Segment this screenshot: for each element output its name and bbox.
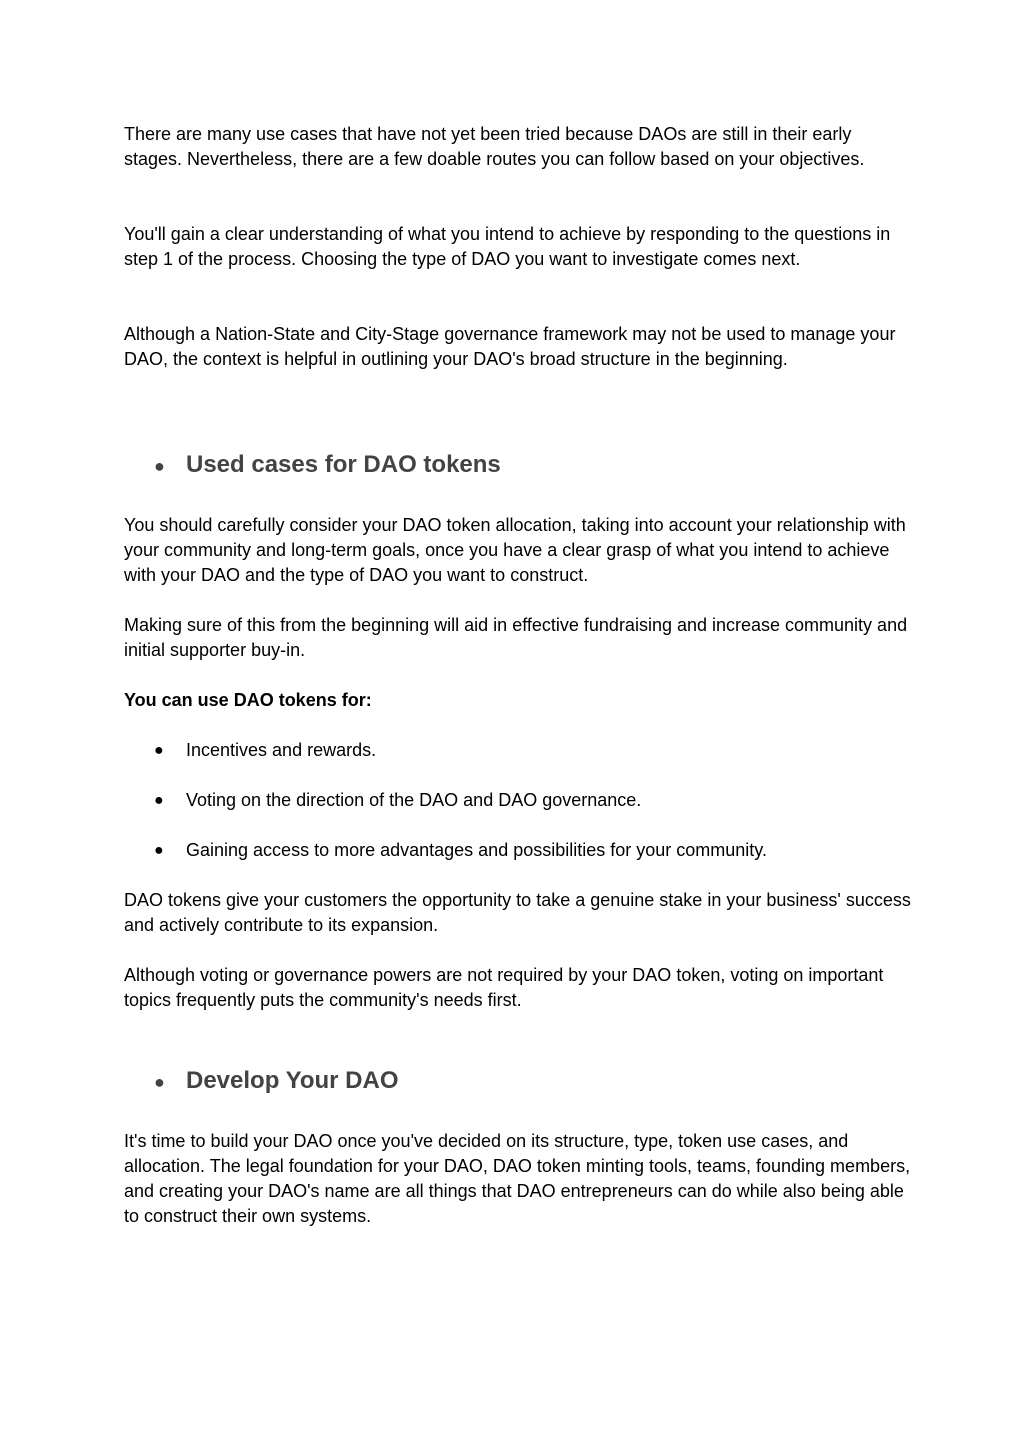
section2-paragraph-1: It's time to build your DAO once you've decided on its structure, type, token use cases, and allocation. The legal foundation for your DAO, DAO token minting tools, teams, founding members, and creating your DAO's name are all things that DAO entrepreneurs can do while also being able to construct their own systems.	[124, 1131, 911, 1226]
section1-paragraph-4: Although voting or governance powers are not required by your DAO token, voting on important topics frequently puts the community's needs first.	[124, 965, 884, 1010]
intro-paragraph-1: There are many use cases that have not yet been tried because DAOs are still in their early stages. Nevertheless, there are a few doable routes you can follow based on your objectives.	[124, 124, 865, 169]
section1-paragraph-3: DAO tokens give your customers the opportunity to take a genuine stake in your business' success and actively contribute to its expansion.	[124, 890, 911, 935]
heading-text: Develop Your DAO	[186, 1067, 399, 1094]
list-item-text: Gaining access to more advantages and possibilities for your community.	[186, 840, 767, 860]
bullet-icon: ●	[154, 1072, 165, 1092]
section1-paragraph-2: Making sure of this from the beginning will aid in effective fundraising and increase community and initial supporter buy-in.	[124, 615, 908, 660]
section1-paragraph-1: You should carefully consider your DAO token allocation, taking into account your relationship with your community and long-term goals, once you have a clear grasp of what you intend to achieve with your DAO and the type of DAO you want to construct.	[124, 515, 906, 585]
list-item-text: Incentives and rewards.	[186, 740, 377, 760]
heading-text: Used cases for DAO tokens	[186, 451, 501, 478]
list-label: You can use DAO tokens for:	[124, 690, 372, 710]
intro-paragraph-3: Although a Nation-State and City-Stage governance framework may not be used to manage your DAO, the context is helpful in outlining your DAO's broad structure in the beginning.	[124, 324, 896, 369]
bullet-icon: ●	[154, 842, 164, 859]
bullet-icon: ●	[154, 456, 165, 476]
intro-paragraph-2: You'll gain a clear understanding of what you intend to achieve by responding to the questions in step 1 of the process. Choosing the type of DAO you want to investigate comes next.	[124, 224, 891, 269]
bullet-icon: ●	[154, 742, 164, 759]
bullet-icon: ●	[154, 792, 164, 809]
list-item-text: Voting on the direction of the DAO and DAO governance.	[186, 790, 642, 810]
